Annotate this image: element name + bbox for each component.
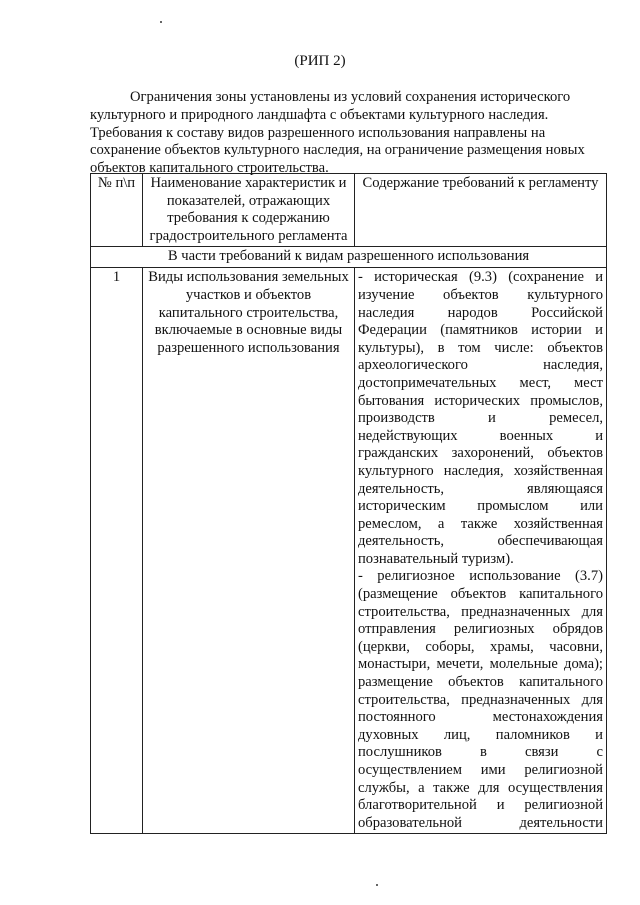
intro-line: сохранение объектов культурного наследия, на ограничение размещения новых: [90, 142, 585, 159]
header-content: Содержание требований к регламенту: [355, 174, 607, 247]
row-content: [355, 268, 607, 834]
scan-speck: [160, 21, 162, 23]
content-paragraph: - историческая (9.3) (сохранение и изучение объектов культурного наследия народов Российской Федерации (памятников истории и культуры), в том числе: объектов археологического наследия, достопримечательных мест, мест бытования исторических промыслов, производств и ремесел, недействующих военных и гражданских захоронений, объектов культурного наследия, хозяйственная деятельность, являющаяся историческим промыслом или ремеслом, а также хозяйственная деятельность, обеспечивающая познавательный туризм).: [358, 269, 603, 567]
intro-line: Ограничения зоны установлены из условий сохранения исторического: [130, 89, 571, 105]
intro-line: Требования к составу видов разрешенного использования направлены на: [90, 124, 546, 141]
table-row: [91, 268, 607, 834]
header-name: Наименование характеристик и показателей, отражающих требования к содержанию градостроительного регламента: [143, 174, 355, 247]
row-name: Виды использования земельных участков и объектов капитального строительства, включаемые в основные виды разрешенного использования: [143, 268, 355, 834]
header-number: № п\п: [91, 174, 143, 247]
intro-line: культурного и природного ландшафта с объектами культурного наследия.: [90, 106, 549, 123]
document-title: (РИП 2): [294, 53, 346, 69]
section-row: [91, 247, 607, 268]
section-title: В части требований к видам разрешенного использования: [91, 247, 607, 268]
row-number: 1: [91, 268, 143, 834]
table-header-row: [91, 174, 607, 247]
regulation-table: [90, 173, 607, 834]
content-paragraph: - религиозное использование (3.7) (размещение объектов капитального строительства, предназначенных для отправления религиозных обрядов (церкви, соборы, храмы, часовни, монастыри, мечети, молельные дома); размещение объектов капитального строительства, предназначенных для постоянного местонахождения духовных лиц, паломников и послушников в связи с осуществлением ими религиозной службы, а также для осуществления благотворительной и религиозной образовательной деятельности: [358, 568, 603, 831]
scan-speck: [376, 884, 378, 886]
intro-line: объектов капитального строительства.: [90, 160, 329, 177]
intro-paragraph: [90, 89, 600, 178]
